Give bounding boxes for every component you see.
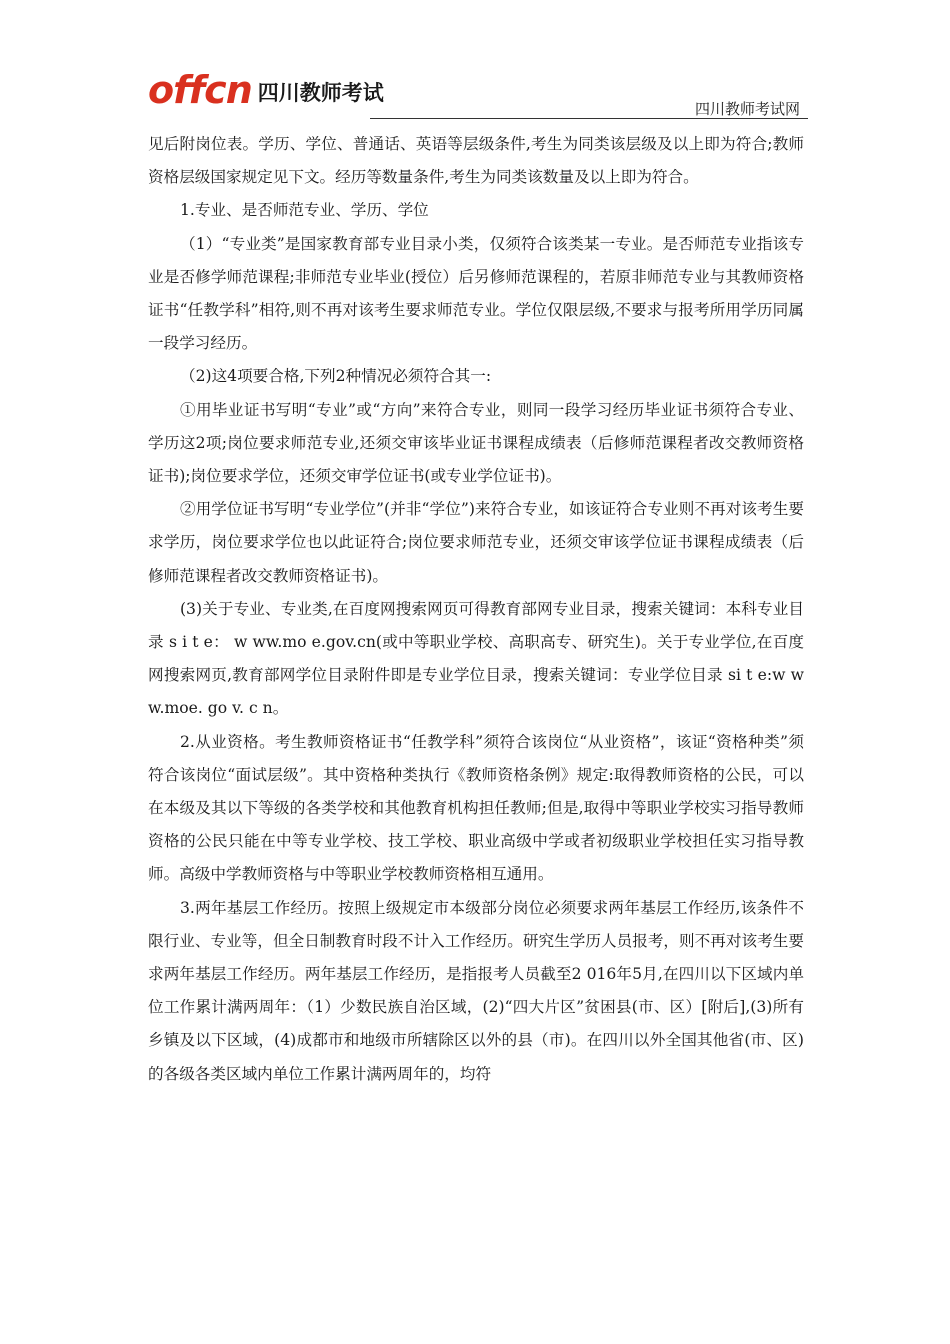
paragraph-1-2: （2)这4项要合格,下列2种情况必须符合其一:	[179, 367, 492, 386]
document-body	[148, 128, 804, 1091]
offcn-logo[interactable]	[148, 70, 384, 110]
paragraph-1-1: （1）“专业类”是国家教育部专业目录小类，仅须符合该类某一专业。是否师范专业指该专业是否修学师范课程;非师范专业毕业(授位）后另修师范课程的，若原非师范专业与其教师资格证书“任教学科”相符,则不再对该考生要求师范专业。学位仅限层级,不要求与报考所用学历同属一段学习经历。	[148, 234, 804, 353]
logo-mark: offcn	[148, 68, 252, 112]
header-rule	[370, 118, 808, 119]
paragraph-1-2-a: ①用毕业证书写明“专业”或“方向”来符合专业，则同一段学习经历毕业证书须符合专业、学历这2项;岗位要求师范专业,还须交审该毕业证书课程成绩表（后修师范课程者改交教师资格证书);岗位要求学位，还须交审学位证书(或专业学位证书)。	[148, 400, 804, 486]
logo-text: 四川教师考试	[257, 81, 384, 105]
site-name: 四川教师考试网	[694, 100, 800, 118]
page-header	[148, 64, 808, 116]
paragraph-2: 2.从业资格。考生教师资格证书“任教学科”须符合该岗位“从业资格”，该证“资格种类”须符合该岗位“面试层级”。其中资格种类执行《教师资格条例》规定:取得教师资格的公民，可以在本级及其以下等级的各类学校和其他教育机构担任教师;但是,取得中等职业学校实习指导教师资格的公民只能在中等专业学校、技工学校、职业高级中学或者初级职业学校担任实习指导教师。高级中学教师资格与中等职业学校教师资格相互通用。	[148, 732, 804, 884]
paragraph-1-3: (3)关于专业、专业类,在百度网搜索网页可得教育部网专业目录，搜索关键词：本科专业目录 s i t e： w ww.mo e.gov.cn(或中等职业学校、高职高专、研究生)。关于专业学位,在百度网搜索网页,教育部网学位目录附件即是专业学位目录，搜索关键词：专业学位目录 si t e:w w w.moe. go v. c n。	[148, 599, 804, 718]
paragraph-1-2-b: ②用学位证书写明“专业学位”(并非“学位”)来符合专业，如该证符合专业则不再对该考生要求学历，岗位要求学位也以此证符合;岗位要求师范专业，还须交审该学位证书课程成绩表（后修师范课程者改交教师资格证书)。	[148, 500, 804, 585]
paragraph-intro-continued: 见后附岗位表。学历、学位、普通话、英语等层级条件,考生为同类该层级及以上即为符合;教师资格层级国家规定见下文。经历等数量条件,考生为同类该数量及以上即为符合。	[148, 135, 804, 187]
paragraph-3: 3.两年基层工作经历。按照上级规定市本级部分岗位必须要求两年基层工作经历,该条件不限行业、专业等，但全日制教育时段不计入工作经历。研究生学历人员报考，则不再对该考生要求两年基层工作经历。两年基层工作经历，是指报考人员截至2 016年5月,在四川以下区域内单位工作累计满两周年：（1）少数民族自治区域，(2)“四大片区”贫困县(市、区）[附后],(3)所有乡镇及以下区域，(4)成都市和地级市所辖除区以外的县（市)。在四川以外全国其他省(市、区)的各级各类区域内单位工作累计满两周年的，均符	[148, 898, 804, 1083]
section-heading-1: 1.专业、是否师范专业、学历、学位	[179, 201, 429, 220]
